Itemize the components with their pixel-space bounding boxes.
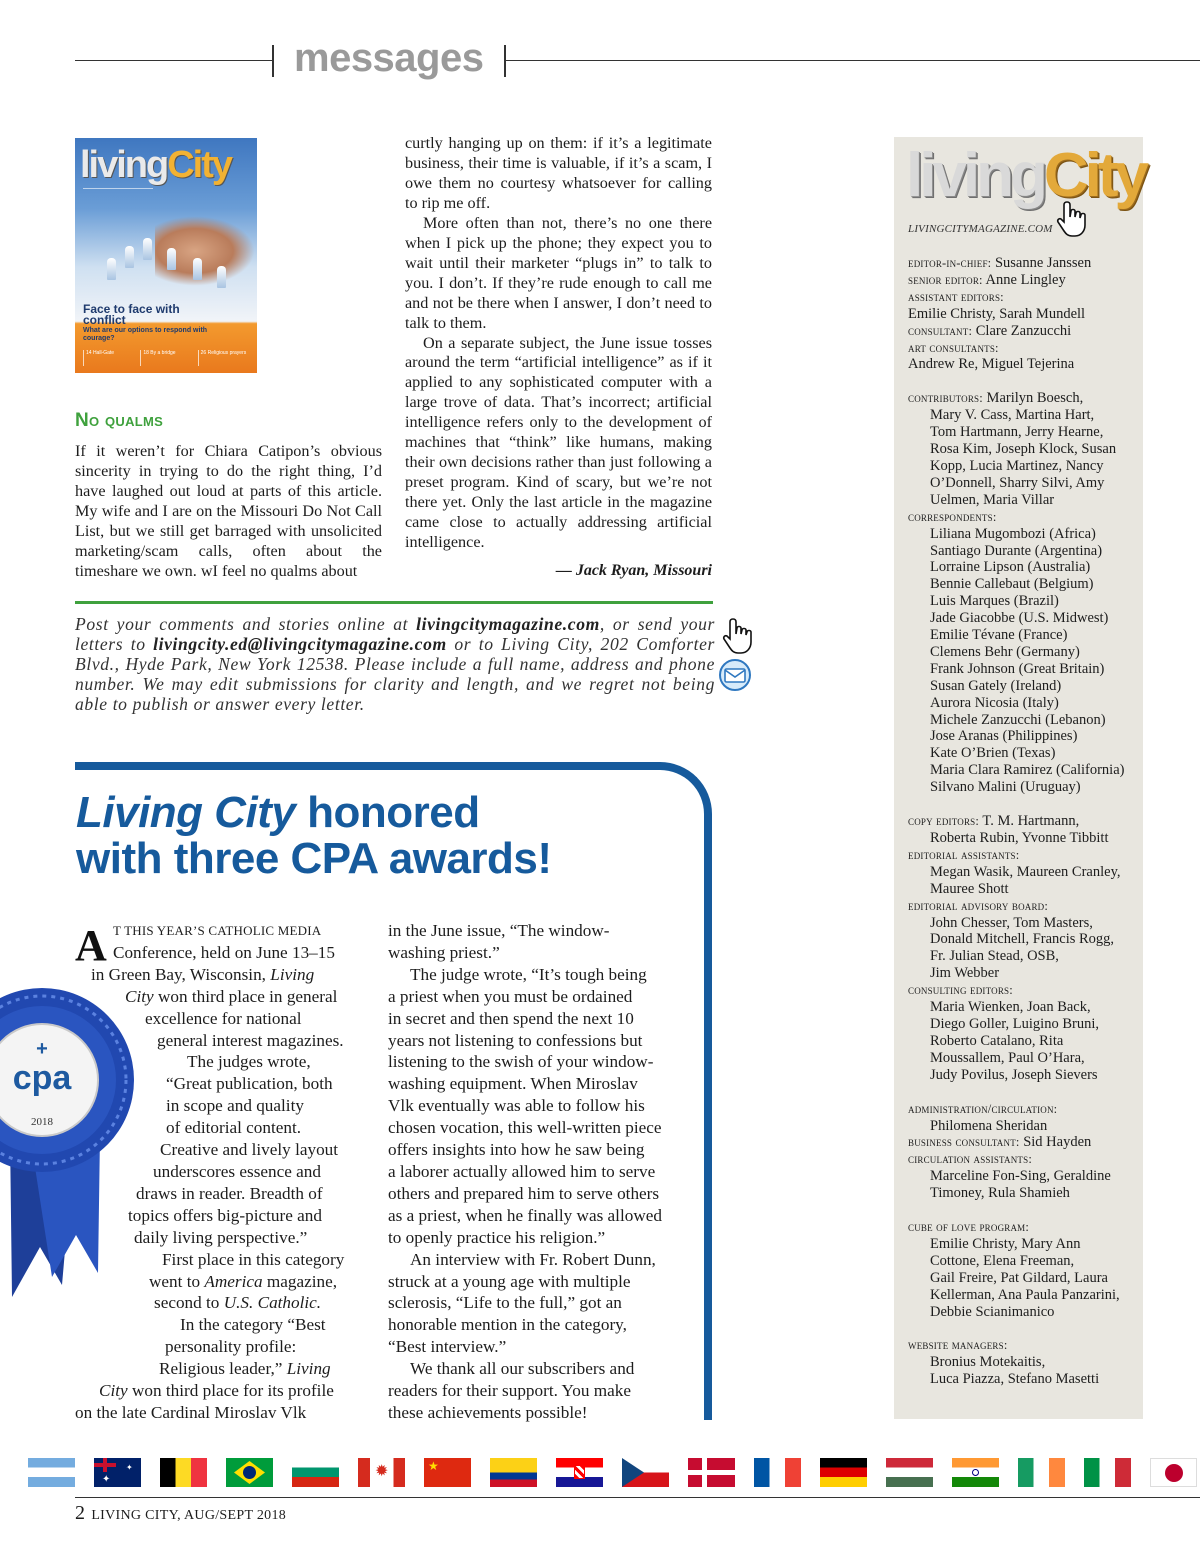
masthead-line: consulting editors: [908, 983, 1013, 998]
text-line: years not listening to confessions but [388, 1030, 643, 1050]
masthead-line: Luca Piazza, Stefano Masetti [930, 1371, 1100, 1388]
text-line: personality profile: [165, 1337, 297, 1357]
text-line: on the late Cardinal Miroslav Vlk [75, 1402, 307, 1422]
masthead-spacer [908, 796, 1140, 813]
masthead-line: copy editors: T. M. Hartmann, [908, 813, 1080, 830]
pointer-hand-icon [722, 617, 752, 655]
masthead-line: Kate O’Brien (Texas) [930, 745, 1056, 762]
award-article-right-column [388, 920, 688, 1424]
bulgaria-flag [292, 1458, 339, 1487]
czech-flag [622, 1458, 669, 1487]
text-line: general interest magazines. [157, 1030, 344, 1050]
masthead-spacer [908, 1320, 1140, 1337]
text-line: struck at a young age with multiple [388, 1271, 631, 1291]
text-line: went to America magazine, [149, 1271, 338, 1291]
masthead-line: Fr. Julian Stead, OSB, [930, 948, 1059, 965]
article-frame-top [75, 762, 655, 770]
text-line: Conference, held on June 13–15 [113, 942, 335, 962]
masthead-line: Michele Zanzucchi (Lebanon) [930, 711, 1106, 728]
letter-paragraph: curtly hanging up on them: if it’s a legitimate business, their time is valuable, if it’s a scam, I owe them no courtesy whatsoever for calling to rip me off. [405, 134, 712, 212]
masthead-line: senior editor: Anne Lingley [908, 271, 1066, 288]
france-flag [754, 1458, 801, 1487]
email-icon [718, 659, 752, 691]
masthead-line: Uelmen, Maria Villar [930, 491, 1055, 508]
masthead-line: Maria Wienken, Joan Back, [930, 999, 1091, 1016]
masthead-line: Jose Aranas (Philippines) [930, 728, 1078, 745]
text-line: Religious leader,” Living [159, 1359, 331, 1379]
brazil-flag [226, 1458, 273, 1487]
ribbon-year: 2018 [31, 1116, 53, 1128]
ireland-flag [1018, 1458, 1065, 1487]
text-line: in the June issue, “The window- [388, 921, 610, 940]
masthead-line: Emilie Christy, Mary Ann [930, 1235, 1081, 1252]
masthead-line: Luis Marques (Brazil) [930, 593, 1059, 610]
cover-tagline-lines [83, 188, 153, 208]
submission-notice: Post your comments and stories online at livingcitymagazine.com, or send your letters to livingcity.ed@livingcitymagazine.com or to Living City, 202 Comforter Blvd., Hyde Park, New York 12538. Please include a full name, address and phone number. We may edit submissions for clarity and length, and we regret not being able to publish or answer every letter. [75, 614, 716, 714]
masthead-line: assistant editors: [908, 289, 1004, 304]
colombia-flag [490, 1458, 537, 1487]
country-flags-row [28, 1458, 1188, 1488]
letter-paragraph: On a separate subject, the June issue tosses around the term “artificial intelligence” as if it applied to any sophisticated computer with a large trove of data. That’s incorrect; artificial intelligence refers only to the development of machines that “think” like humans, making their own decisions rather than just following a preset program. Kind of scary, but we’re not there yet. Only the last article in the magazine came close to actually addressing artificial intelligence. [405, 333, 712, 552]
text-line: T THIS YEAR’S CATHOLIC MEDIA [113, 923, 322, 938]
text-line: a priest when you must be ordained [388, 986, 633, 1006]
header-divider-left [272, 45, 274, 77]
magazine-cover-thumbnail [75, 138, 257, 373]
masthead-line: Andrew Re, Miguel Tejerina [908, 356, 1075, 373]
masthead-spacer [908, 1084, 1140, 1101]
text-line: We thank all our subscribers and [410, 1359, 635, 1379]
text-line: offers insights into how he saw being [388, 1140, 645, 1160]
text-line: these achievements possible! [388, 1402, 588, 1422]
letter-column-1: If it weren’t for Chiara Catipon’s obvious sincerity in trying to do the right thing, I’d have laughed out loud at parts of this article. My wife and I are on the Missouri Do Not Call List, but we still get barraged with unsolicited marketing/scam calls, often about the timeshare we own. wI feel no qualms about [75, 442, 382, 580]
footer-rule [75, 1497, 1200, 1498]
cursor-hand-icon [1056, 200, 1086, 240]
masthead-line: Judy Povilus, Joseph Sievers [930, 1066, 1098, 1083]
text-line: readers for their support. You make [388, 1381, 631, 1401]
masthead-line: editorial advisory board: [908, 898, 1049, 913]
text-line: In the category “Best [180, 1315, 326, 1335]
text-line: The judges wrote, [187, 1052, 311, 1072]
masthead-line: Bronius Motekaitis, [930, 1354, 1046, 1371]
chess-piece [143, 238, 152, 260]
header-rule-left [75, 60, 273, 61]
chess-piece [217, 266, 226, 288]
chess-piece [107, 258, 116, 280]
masthead-line: business consultant: Sid Hayden [908, 1134, 1092, 1151]
masthead-line: Diego Goller, Luigino Bruni, [930, 1015, 1099, 1032]
text-line: washing equipment. When Miroslav [388, 1074, 638, 1094]
masthead-line: Marceline Fon-Sing, Geraldine [930, 1168, 1111, 1185]
masthead-line: Moussallem, Paul O’Hara, [930, 1049, 1085, 1066]
text-line: listening to the swish of your window- [388, 1052, 654, 1072]
text-line: washing priest.” [388, 942, 500, 962]
argentina-flag [28, 1458, 75, 1487]
text-line: “Best interview.” [388, 1337, 507, 1357]
text-line: underscores essence and [153, 1161, 321, 1181]
masthead-line: Tom Hartmann, Jerry Hearne, [930, 424, 1104, 441]
masthead-line: Jade Giacobbe (U.S. Midwest) [930, 610, 1109, 627]
masthead-line: Mary V. Cass, Martina Hart, [930, 407, 1095, 424]
text-line: Creative and lively layout [160, 1140, 339, 1160]
masthead-spacer [908, 373, 1140, 390]
cover-logo: livingCity [80, 144, 232, 186]
masthead-line: Aurora Nicosia (Italy) [930, 694, 1059, 711]
text-line: sclerosis, “Life to the full,” got an [388, 1293, 622, 1313]
masthead-line: Emilie Christy, Sarah Mundell [908, 305, 1086, 322]
text-line: draws in reader. Breadth of [136, 1183, 323, 1203]
masthead-url[interactable]: LIVINGCITYMAGAZINE.COM [908, 223, 1053, 235]
chess-piece [125, 246, 134, 268]
text-line: “Great publication, both [166, 1074, 333, 1094]
masthead-line: Lorraine Lipson (Australia) [930, 559, 1091, 576]
hungary-flag [886, 1458, 933, 1487]
masthead-line: correspondents: [908, 509, 997, 524]
letter-column-2 [405, 134, 712, 553]
article-frame-corner [640, 762, 712, 834]
text-line: daily living perspective.” [134, 1227, 308, 1247]
masthead-line: Silvano Malini (Uruguay) [930, 779, 1081, 796]
drop-cap: A [75, 921, 107, 970]
masthead-line: Donald Mitchell, Francis Rogg, [930, 931, 1115, 948]
masthead-staff-list [908, 255, 1140, 1388]
cover-strip-item: 26 Religious prayers [198, 350, 251, 366]
masthead-line: Frank Johnson (Great Britain) [930, 660, 1105, 677]
chess-piece [167, 248, 176, 270]
masthead-line: Philomena Sheridan [930, 1117, 1048, 1134]
section-divider [75, 601, 713, 604]
denmark-flag [688, 1458, 735, 1487]
section-title: messages [294, 36, 484, 80]
masthead-spacer [908, 1202, 1140, 1219]
ribbon-label: cpa [12, 1059, 72, 1097]
germany-flag [820, 1458, 867, 1487]
masthead-line: Gail Freire, Pat Gildard, Laura [930, 1269, 1108, 1286]
masthead-line: Rosa Kim, Joseph Klock, Susan [930, 441, 1117, 458]
italy-flag [1084, 1458, 1131, 1487]
masthead-line: Liliana Mugombozi (Africa) [930, 525, 1096, 542]
croatia-flag [556, 1458, 603, 1487]
text-line: City won third place for its profile [99, 1381, 334, 1401]
text-line: An interview with Fr. Robert Dunn, [410, 1249, 656, 1269]
chess-piece [193, 258, 202, 280]
letter-heading: No qualms [75, 410, 164, 431]
text-line: honorable mention in the category, [388, 1315, 627, 1335]
cover-headline: Face to face with conflict [83, 302, 180, 327]
page-footer [75, 1502, 286, 1525]
text-line: First place in this category [162, 1249, 345, 1269]
masthead-line: Cottone, Elena Freeman, [930, 1252, 1075, 1269]
masthead-line: Debbie Scianimanico [930, 1303, 1055, 1320]
masthead-line: contributors: Marilyn Boesch, [908, 390, 1084, 407]
text-line: others and prepared him to serve others [388, 1183, 660, 1203]
cover-strip-item: 18 By a bridge [140, 350, 193, 366]
masthead-line: Santiago Durante (Argentina) [930, 542, 1103, 559]
masthead-line: Susan Gately (Ireland) [930, 677, 1062, 694]
article-frame-side [704, 830, 712, 1420]
masthead-line: art consultants: [908, 340, 999, 355]
text-line: second to U.S. Catholic. [154, 1293, 322, 1313]
masthead-line: Maria Clara Ramirez (California) [930, 762, 1125, 779]
cover-contents-strip [83, 350, 251, 366]
header-divider-right [504, 45, 506, 77]
masthead-line: Kopp, Lucia Martinez, Nancy [930, 457, 1104, 474]
masthead-line: circulation assistants: [908, 1152, 1032, 1167]
masthead-line: editor-in-chief: Susanne Janssen [908, 255, 1092, 271]
text-line: topics offers big-picture and [128, 1205, 322, 1225]
india-flag [952, 1458, 999, 1487]
letter-signature: — Jack Ryan, Missouri [555, 562, 712, 579]
text-line: of editorial content. [166, 1118, 302, 1138]
header-rule-right [506, 60, 1200, 61]
text-line: City won third place in general [125, 986, 338, 1006]
masthead-line: Emilie Tévane (France) [930, 627, 1068, 644]
china-flag: ★ [424, 1458, 471, 1487]
masthead-line: Jim Webber [930, 965, 1000, 982]
text-line: The judge wrote, “It’s tough being [410, 964, 647, 984]
masthead-line: O’Donnell, Sharry Silvi, Amy [930, 474, 1105, 491]
masthead-line: Kellerman, Ana Paula Panzarini, [930, 1286, 1120, 1303]
masthead-line: Roberta Rubin, Yvonne Tibbitt [930, 830, 1109, 846]
masthead-line: Timoney, Rula Shamieh [930, 1185, 1070, 1202]
award-headline: Living City honored with three CPA awards! [76, 788, 552, 883]
japan-flag [1150, 1458, 1197, 1487]
website-link[interactable]: livingcitymagazine.com [416, 614, 600, 634]
text-line: as a priest, when he finally was allowed [388, 1205, 662, 1225]
issue-label: LIVING CITY, AUG/SEPT 2018 [91, 1508, 287, 1523]
masthead-line: Mauree Shott [930, 880, 1009, 897]
belgium-flag [160, 1458, 207, 1487]
masthead-line: Bennie Callebaut (Belgium) [930, 576, 1094, 593]
cover-subhead: What are our options to respond with courage? [83, 327, 208, 342]
masthead-line: Roberto Catalano, Rita [930, 1032, 1064, 1049]
masthead-line: editorial assistants: [908, 847, 1020, 862]
text-line: chosen vocation, this well-written piece [388, 1118, 662, 1138]
page-number: 2 [75, 1502, 86, 1524]
text-line: a laborer actually allowed him to serve [388, 1161, 656, 1181]
cpa-award-ribbon [0, 985, 140, 1305]
masthead-line: Megan Wasik, Maureen Cranley, [930, 863, 1121, 880]
masthead-line: website managers: [908, 1338, 1008, 1353]
text-line: in secret and then spend the next 10 [388, 1008, 634, 1028]
australia-flag: ✦ ✦ [94, 1458, 141, 1487]
masthead-logo: livingCity [906, 141, 1146, 210]
masthead-line: cube of love program: [908, 1220, 1030, 1235]
cover-strip-item: 14 Hall-Gate [83, 350, 136, 366]
text-line: excellence for national [145, 1008, 302, 1028]
email-link[interactable]: livingcity.ed@livingcitymagazine.com [153, 634, 447, 654]
masthead-line: John Chesser, Tom Masters, [930, 914, 1093, 931]
masthead-line: consultant: Clare Zanzucchi [908, 322, 1072, 339]
canada-flag: ✹ [358, 1458, 405, 1487]
text-line: Vlk eventually was able to follow his [388, 1096, 645, 1116]
text-line: in scope and quality [166, 1096, 304, 1116]
masthead-line: administration/circulation: [908, 1101, 1058, 1116]
text-line: in Green Bay, Wisconsin, Living [91, 964, 315, 984]
ribbon-cross-icon: + [36, 1038, 48, 1060]
letter-paragraph: More often than not, there’s no one there when I pick up the phone; they expect you to wait until their marketer “plugs in” to talk to you. I don’t. If they’re rude enough to call me and not be there when I answer, I don’t need to talk to them. [405, 213, 712, 332]
masthead-line: Clemens Behr (Germany) [930, 643, 1080, 660]
text-line: to openly practice his religion.” [388, 1227, 606, 1247]
